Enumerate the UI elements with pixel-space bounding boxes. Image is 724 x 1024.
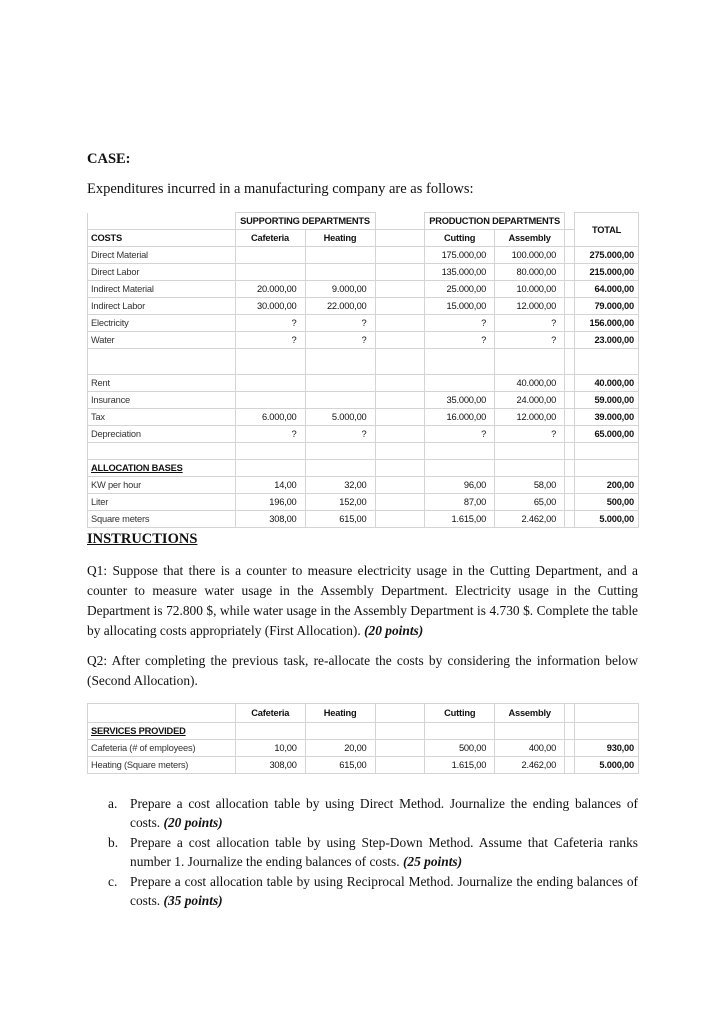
cost-total-cell: 39.000,00 — [575, 409, 639, 426]
task-points: (35 points) — [163, 893, 223, 908]
intro-text: Expenditures incurred in a manufacturing company are as follows: — [87, 181, 474, 197]
cost-row-label: Water — [88, 332, 236, 349]
supporting-departments-header: SUPPORTING DEPARTMENTS — [235, 213, 375, 230]
instructions-title: INSTRUCTIONS — [87, 531, 198, 547]
cafeteria-header: Cafeteria — [235, 230, 305, 247]
cost-cafeteria-cell: ? — [235, 426, 305, 443]
cost-row — [88, 264, 639, 281]
services-provided-table — [87, 703, 639, 774]
allocation-base-heating-cell: 615,00 — [305, 511, 375, 528]
service-cafeteria-cell: 308,00 — [235, 757, 305, 774]
cost-assembly-cell: 10.000,00 — [495, 281, 565, 298]
service-row — [88, 740, 639, 757]
cost-cutting-cell: 16.000,00 — [425, 409, 495, 426]
allocation-base-total-cell: 200,00 — [575, 477, 639, 494]
allocation-base-row — [88, 494, 639, 511]
task-marker: b. — [108, 835, 119, 850]
allocation-base-cutting-cell: 87,00 — [425, 494, 495, 511]
services-cafeteria-header: Cafeteria — [235, 704, 305, 723]
services-cutting-header: Cutting — [425, 704, 495, 723]
cost-cutting-cell: ? — [425, 315, 495, 332]
cost-assembly-cell: 40.000,00 — [495, 375, 565, 392]
service-total-cell: 5.000,00 — [575, 757, 639, 774]
service-assembly-cell: 400,00 — [495, 740, 565, 757]
service-row — [88, 757, 639, 774]
cost-cafeteria-cell — [235, 375, 305, 392]
cost-total-cell: 59.000,00 — [575, 392, 639, 409]
allocation-base-assembly-cell: 65,00 — [495, 494, 565, 511]
cost-row — [88, 375, 639, 392]
services-provided-label: SERVICES PROVIDED — [88, 723, 236, 740]
cost-heating-cell — [305, 264, 375, 281]
cost-total-cell: 65.000,00 — [575, 426, 639, 443]
question-2-text: Q2: After completing the previous task, re-allocate the costs by considering the information below (Second Allocation). — [87, 653, 638, 688]
allocation-base-cafeteria-cell: 308,00 — [235, 511, 305, 528]
service-total-cell: 930,00 — [575, 740, 639, 757]
task-list — [87, 794, 638, 911]
allocation-base-heating-cell: 32,00 — [305, 477, 375, 494]
allocation-base-row — [88, 511, 639, 528]
question-1 — [87, 561, 638, 641]
allocation-base-total-cell: 5.000,00 — [575, 511, 639, 528]
heating-header: Heating — [305, 230, 375, 247]
cost-cutting-cell: 15.000,00 — [425, 298, 495, 315]
cost-assembly-cell: 12.000,00 — [495, 409, 565, 426]
cost-assembly-cell: ? — [495, 426, 565, 443]
cost-assembly-cell: ? — [495, 315, 565, 332]
task-item — [108, 872, 638, 910]
allocation-base-total-cell: 500,00 — [575, 494, 639, 511]
cost-heating-cell — [305, 392, 375, 409]
assembly-header: Assembly — [495, 230, 565, 247]
task-text: Prepare a cost allocation table by using Step-Down Method. Assume that Cafeteria ranks number 1. Journalize the ending balances of costs. — [130, 835, 638, 869]
task-item — [108, 833, 638, 871]
service-cutting-cell: 1.615,00 — [425, 757, 495, 774]
allocation-base-row-label: Square meters — [88, 511, 236, 528]
cost-assembly-cell: 80.000,00 — [495, 264, 565, 281]
allocation-base-assembly-cell: 58,00 — [495, 477, 565, 494]
task-text: Prepare a cost allocation table by using Direct Method. Journalize the ending balances of costs. — [130, 796, 638, 830]
cost-heating-cell — [305, 247, 375, 264]
cost-cafeteria-cell — [235, 392, 305, 409]
task-text: Prepare a cost allocation table by using Reciprocal Method. Journalize the ending balances of costs. — [130, 874, 638, 908]
cost-row-label: Direct Labor — [88, 264, 236, 281]
cost-row — [88, 392, 639, 409]
cost-assembly-cell: 12.000,00 — [495, 298, 565, 315]
cost-row-label: Rent — [88, 375, 236, 392]
service-heating-cell: 615,00 — [305, 757, 375, 774]
production-departments-header: PRODUCTION DEPARTMENTS — [425, 213, 565, 230]
cost-cafeteria-cell — [235, 247, 305, 264]
cost-row — [88, 247, 639, 264]
task-points: (20 points) — [163, 815, 223, 830]
cost-assembly-cell: 100.000,00 — [495, 247, 565, 264]
cost-heating-cell: 5.000,00 — [305, 409, 375, 426]
cost-cutting-cell: 175.000,00 — [425, 247, 495, 264]
cost-assembly-cell: 24.000,00 — [495, 392, 565, 409]
allocation-base-row-label: Liter — [88, 494, 236, 511]
cost-total-cell: 156.000,00 — [575, 315, 639, 332]
question-1-points: (20 points) — [364, 623, 424, 638]
cost-heating-cell: ? — [305, 332, 375, 349]
cost-row — [88, 298, 639, 315]
cost-heating-cell: 9.000,00 — [305, 281, 375, 298]
cost-heating-cell: ? — [305, 426, 375, 443]
service-heating-cell: 20,00 — [305, 740, 375, 757]
task-marker: c. — [108, 874, 118, 889]
case-title: CASE: — [87, 151, 131, 167]
cost-total-cell: 64.000,00 — [575, 281, 639, 298]
cost-cafeteria-cell: 30.000,00 — [235, 298, 305, 315]
cost-row — [88, 332, 639, 349]
task-item — [108, 794, 638, 832]
allocation-base-heating-cell: 152,00 — [305, 494, 375, 511]
cutting-header: Cutting — [425, 230, 495, 247]
cost-total-cell: 79.000,00 — [575, 298, 639, 315]
cost-row — [88, 315, 639, 332]
cost-row-label: Indirect Material — [88, 281, 236, 298]
cost-total-cell: 215.000,00 — [575, 264, 639, 281]
allocation-base-row-label: KW per hour — [88, 477, 236, 494]
cost-row — [88, 409, 639, 426]
cost-row — [88, 426, 639, 443]
cost-cafeteria-cell — [235, 264, 305, 281]
cost-total-cell: 275.000,00 — [575, 247, 639, 264]
services-heating-header: Heating — [305, 704, 375, 723]
allocation-base-cafeteria-cell: 14,00 — [235, 477, 305, 494]
expenditures-table — [87, 212, 639, 528]
task-points: (25 points) — [402, 854, 463, 869]
cost-heating-cell — [305, 375, 375, 392]
cost-row-label: Depreciation — [88, 426, 236, 443]
cost-cafeteria-cell: ? — [235, 332, 305, 349]
task-marker: a. — [108, 796, 118, 811]
question-2 — [87, 651, 638, 691]
cost-cutting-cell: ? — [425, 332, 495, 349]
question-1-text: Q1: Suppose that there is a counter to measure electricity usage in the Cutting Department, and a counter to measure water usage in the Assembly Department. Electricity usage in the Cutting Department is 72.800 $, while water usage in the Assembly Department is 4.730 $. Complete the table by allocating costs appropriately (First Allocation). — [87, 563, 638, 638]
cost-row-label: Electricity — [88, 315, 236, 332]
service-assembly-cell: 2.462,00 — [495, 757, 565, 774]
cost-cutting-cell: 35.000,00 — [425, 392, 495, 409]
cost-cafeteria-cell: ? — [235, 315, 305, 332]
service-cutting-cell: 500,00 — [425, 740, 495, 757]
total-header: TOTAL — [575, 213, 639, 247]
allocation-base-cafeteria-cell: 196,00 — [235, 494, 305, 511]
cost-heating-cell: 22.000,00 — [305, 298, 375, 315]
service-row-label: Cafeteria (# of employees) — [88, 740, 236, 757]
allocation-base-cutting-cell: 1.615,00 — [425, 511, 495, 528]
cost-row — [88, 281, 639, 298]
cost-row-label: Indirect Labor — [88, 298, 236, 315]
services-assembly-header: Assembly — [495, 704, 565, 723]
cost-cafeteria-cell: 6.000,00 — [235, 409, 305, 426]
cost-row-label: Tax — [88, 409, 236, 426]
allocation-bases-header: ALLOCATION BASES — [88, 460, 236, 477]
cost-assembly-cell: ? — [495, 332, 565, 349]
allocation-base-row — [88, 477, 639, 494]
allocation-base-assembly-cell: 2.462,00 — [495, 511, 565, 528]
cost-cutting-cell: 25.000,00 — [425, 281, 495, 298]
costs-header: COSTS — [88, 230, 236, 247]
cost-cutting-cell — [425, 375, 495, 392]
cost-cafeteria-cell: 20.000,00 — [235, 281, 305, 298]
cost-row-label: Direct Material — [88, 247, 236, 264]
cost-total-cell: 23.000,00 — [575, 332, 639, 349]
service-row-label: Heating (Square meters) — [88, 757, 236, 774]
cost-cutting-cell: ? — [425, 426, 495, 443]
cost-heating-cell: ? — [305, 315, 375, 332]
allocation-base-cutting-cell: 96,00 — [425, 477, 495, 494]
cost-row-label: Insurance — [88, 392, 236, 409]
cost-cutting-cell: 135.000,00 — [425, 264, 495, 281]
cost-total-cell: 40.000,00 — [575, 375, 639, 392]
service-cafeteria-cell: 10,00 — [235, 740, 305, 757]
